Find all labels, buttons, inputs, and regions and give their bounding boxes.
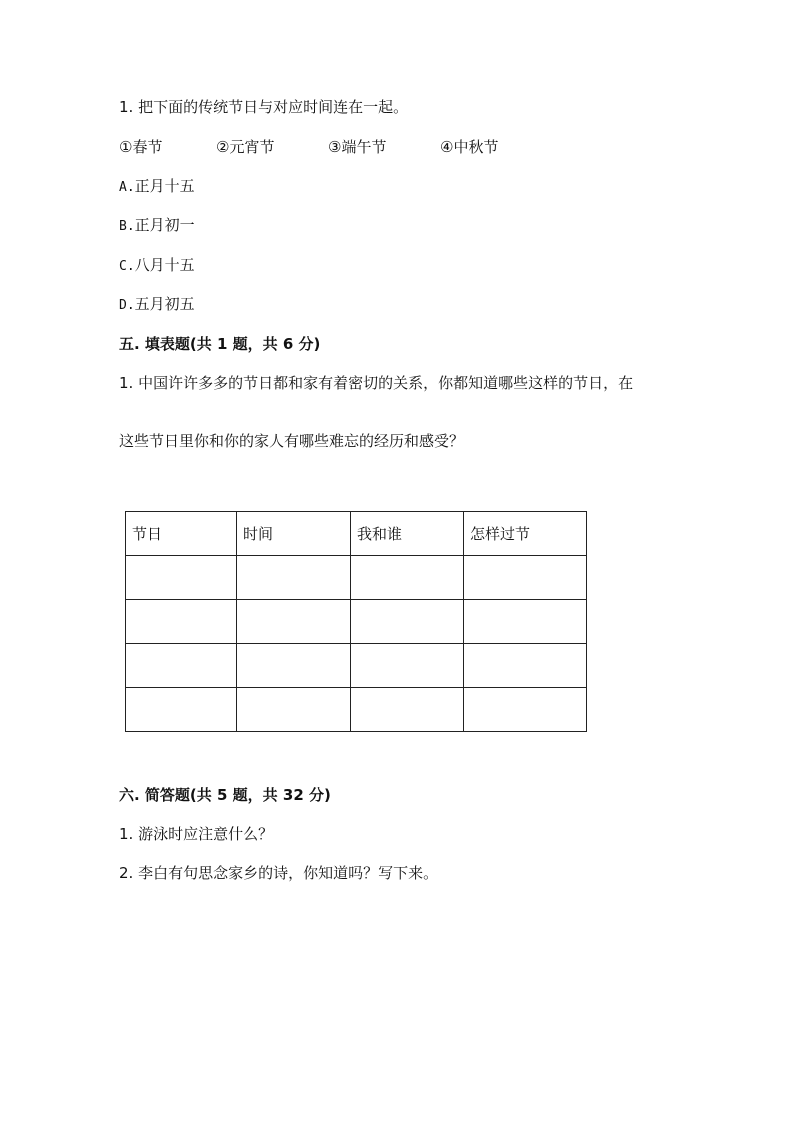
table-cell[interactable] bbox=[126, 600, 237, 644]
festival-option-2: ②元宵节 bbox=[216, 138, 275, 156]
table-row bbox=[126, 644, 587, 688]
date-option-label: D. bbox=[119, 298, 135, 313]
table-row bbox=[126, 688, 587, 732]
date-option-a bbox=[119, 176, 195, 198]
date-option-b bbox=[119, 215, 195, 237]
table-cell[interactable] bbox=[126, 644, 237, 688]
table-cell[interactable] bbox=[237, 688, 351, 732]
festival-option-4: ④中秋节 bbox=[440, 138, 499, 156]
table-cell[interactable] bbox=[464, 644, 587, 688]
table-cell[interactable] bbox=[464, 688, 587, 732]
short-answer-question-1: 1. 游泳时应注意什么？ bbox=[119, 825, 274, 843]
table-header-cell: 节日 bbox=[126, 512, 237, 556]
date-option-text: 正月初一 bbox=[134, 216, 195, 234]
date-option-text: 正月十五 bbox=[134, 177, 195, 195]
table-cell[interactable] bbox=[237, 644, 351, 688]
section-heading: 六. 简答题(共 5 题，共 32 分) bbox=[119, 786, 331, 804]
short-answer-question-2: 2. 李白有句思念家乡的诗，你知道吗？写下来。 bbox=[119, 864, 439, 882]
question-text-line-1: 1. 中国许许多多的节日都和家有着密切的关系，你都知道哪些这样的节日，在 bbox=[119, 374, 634, 392]
festival-option-1: ①春节 bbox=[119, 138, 163, 156]
date-option-d bbox=[119, 294, 195, 316]
table-cell[interactable] bbox=[351, 688, 464, 732]
table-cell[interactable] bbox=[351, 556, 464, 600]
table-header-row bbox=[126, 512, 587, 556]
date-option-c bbox=[119, 255, 195, 277]
table-cell[interactable] bbox=[464, 600, 587, 644]
table-cell[interactable] bbox=[237, 556, 351, 600]
table-cell[interactable] bbox=[237, 600, 351, 644]
question-text-line-2: 这些节日里你和你的家人有哪些难忘的经历和感受？ bbox=[119, 432, 465, 450]
table-cell[interactable] bbox=[351, 600, 464, 644]
table-header-cell: 我和谁 bbox=[351, 512, 464, 556]
question-1-text: 1. 把下面的传统节日与对应时间连在一起。 bbox=[119, 98, 409, 116]
table-row bbox=[126, 556, 587, 600]
date-option-label: B. bbox=[119, 219, 135, 234]
section-heading: 五. 填表题(共 1 题，共 6 分) bbox=[119, 335, 321, 353]
table-cell[interactable] bbox=[126, 556, 237, 600]
table-header-cell: 时间 bbox=[237, 512, 351, 556]
table-header-cell: 怎样过节 bbox=[464, 512, 587, 556]
date-option-label: A. bbox=[119, 180, 135, 195]
date-option-label: C. bbox=[119, 259, 135, 274]
date-option-text: 五月初五 bbox=[134, 295, 195, 313]
table-row bbox=[126, 600, 587, 644]
table-cell[interactable] bbox=[126, 688, 237, 732]
festival-option-3: ③端午节 bbox=[328, 138, 387, 156]
table-cell[interactable] bbox=[464, 556, 587, 600]
festival-table bbox=[125, 511, 587, 732]
table-cell[interactable] bbox=[351, 644, 464, 688]
date-option-text: 八月十五 bbox=[134, 256, 195, 274]
